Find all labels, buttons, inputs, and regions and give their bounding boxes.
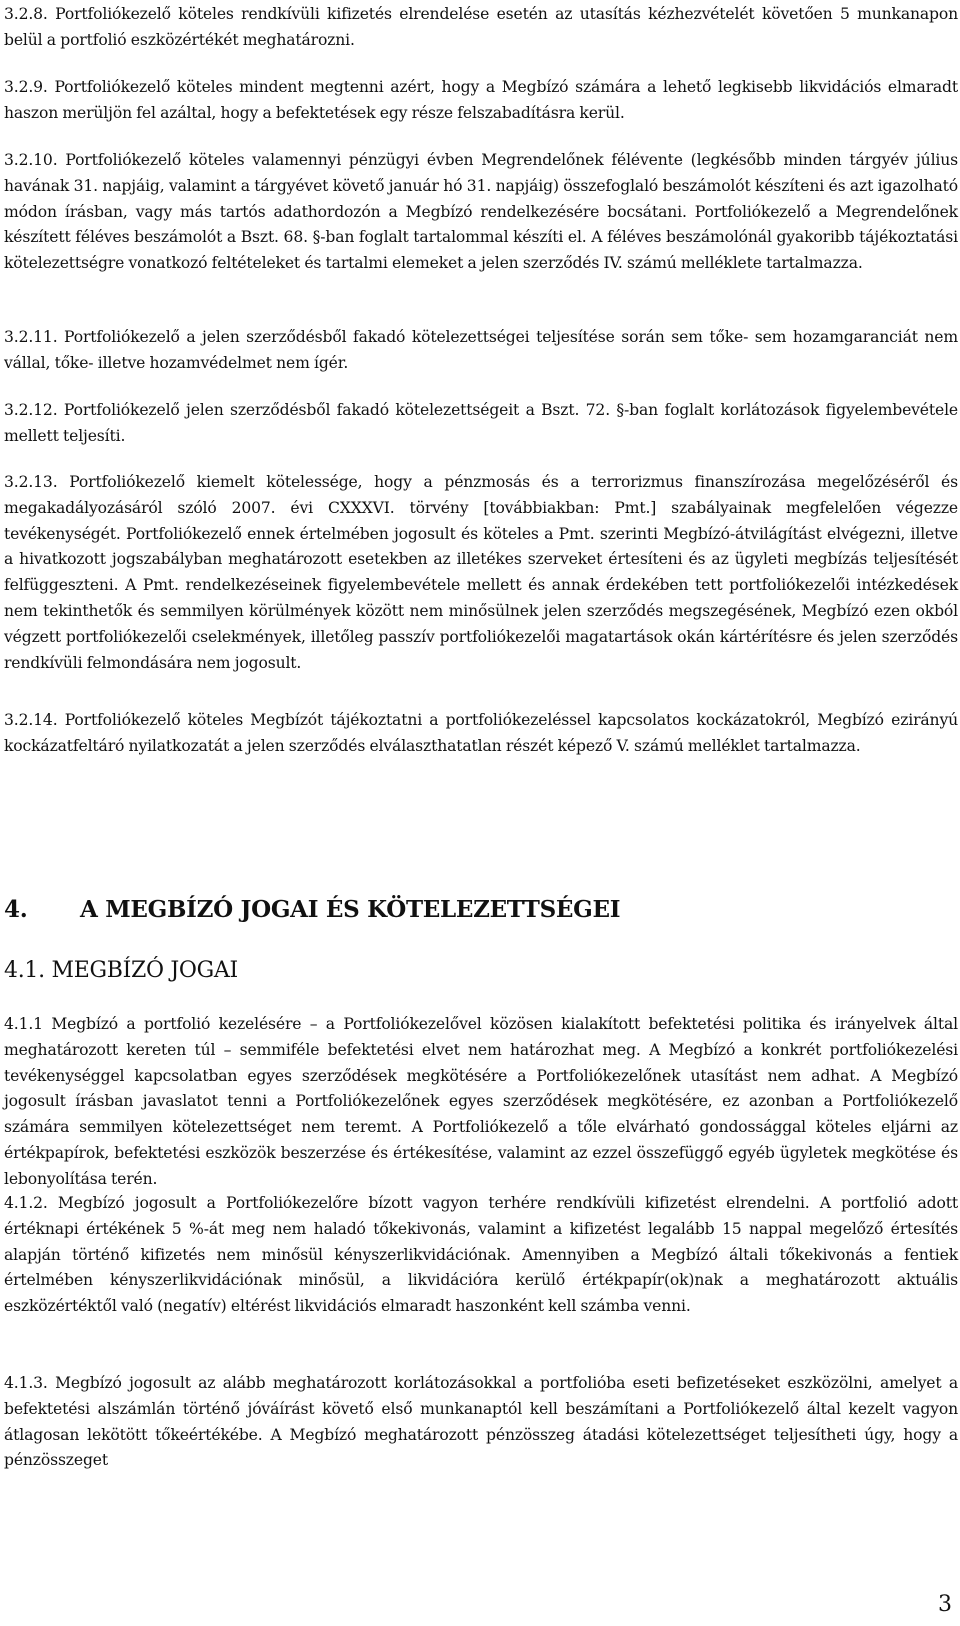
section-heading: [4, 896, 620, 923]
page-number: 3: [938, 1592, 952, 1617]
paragraph-4-1-2: 4.1.2. Megbízó jogosult a Portfoliókezelőre bízott vagyon terhére rendkívüli kifizetést elrendelni. A portfolió adott értéknapi értékének 5 %-át meg nem haladó tőkekivonás, valamint a kifizetést legalább 15 nappal megelőző értesítés alapján történő kifizetés nem minősül kényszerlikvidációnak. Amennyiben a Megbízó általi tőkekivonás a fentiek értelmében kényszerlikvidációnak minősül, a likvidációra kerülő értékpapír(ok)nak a meghatározott aktuális eszközértéktől való (negatív) eltérést likvidációs elmaradt haszonként kell számba venni.: [4, 1194, 958, 1316]
paragraph-4-1-1: 4.1.1 Megbízó a portfolió kezelésére – a Portfoliókezelővel közösen kialakított befektetési politika és irányelvek által meghatározott kereten túl – semmiféle befektetési elvet nem határozhat meg. A Megbízó a konkrét portfoliókezelési tevékenységgel kapcsolatban egyes szerződések megkötésére a Portfoliókezelőnek utasítást nem adhat. A Megbízó jogosult írásban javaslatot tenni a Portfoliókezelőnek egyes szerződések megkötésére, ez azonban a Portfoliókezelő számára semmilyen kötelezettséget nem teremt. A Portfoliókezelő a tőle elvárható gondossággal köteles eljárni az értékpapírok, befektetési eszközök beszerzése és értékesítése, valamint az ezzel összefüggő egyéb ügyletek megkötése és lebonyolítása terén.: [4, 1015, 958, 1188]
paragraph-3-2-9: 3.2.9. Portfoliókezelő köteles mindent megtenni azért, hogy a Megbízó számára a lehető legkisebb likvidációs elmaradt haszon merüljön fel azáltal, hogy a befektetések egy része felszabadításra kerül.: [4, 78, 958, 122]
paragraph-3-2-11: 3.2.11. Portfoliókezelő a jelen szerződésből fakadó kötelezettségei teljesítése során sem tőke- sem hozamgaranciát nem vállal, tőke- illetve hozamvédelmet nem ígér.: [4, 328, 958, 372]
paragraph-4-1-3: 4.1.3. Megbízó jogosult az alább meghatározott korlátozásokkal a portfolióba eseti befizetéseket eszközölni, amelyet a befektetési alszámlán történő jóváírást követő első munkanaptól kell beszámítani a Portfoliókezelő által kezelt vagyon átlagosan lekötött tőkeértékébe. A Megbízó meghatározott pénzösszeg átadási kötelezettséget teljesítheti úgy, hogy a pénzösszeget: [4, 1374, 958, 1470]
paragraph-3-2-8: 3.2.8. Portfoliókezelő köteles rendkívüli kifizetés elrendelése esetén az utasítás kézhezvételét követően 5 munkanapon belül a portfolió eszközértékét meghatározni.: [4, 5, 958, 49]
paragraph-3-2-12: 3.2.12. Portfoliókezelő jelen szerződésből fakadó kötelezettségeit a Bszt. 72. §-ban foglalt korlátozások figyelembevétele mellett teljesíti.: [4, 401, 958, 445]
section-title: A MEGBÍZÓ JOGAI ÉS KÖTELEZETTSÉGEI: [80, 896, 621, 923]
paragraph-3-2-14: 3.2.14. Portfoliókezelő köteles Megbízót tájékoztatni a portfoliókezeléssel kapcsolatos kockázatokról, Megbízó ezirányú kockázatfeltáró nyilatkozatát a jelen szerződés elválaszthatatlan részét képező V. számú melléklet tartalmazza.: [4, 711, 958, 755]
paragraph-3-2-13: 3.2.13. Portfoliókezelő kiemelt kötelessége, hogy a pénzmosás és a terrorizmus finanszírozása megelőzéséről és megakadályozásáról szóló 2007. évi CXXXVI. törvény [továbbiakban: Pmt.] szabályainak megfelelően végezze tevékenységét. Portfoliókezelő ennek értelmében jogosult és köteles a Pmt. szerinti Megbízó-átvilágítást elvégezni, illetve a hivatkozott jogszabályban meghatározott esetekben az illetékes szerveket értesíteni és az ügyleti megbízás teljesítését felfüggeszteni. A Pmt. rendelkezéseinek figyelembevétele mellett és annak érdekében tett portfoliókezelői intézkedések nem tekinthetők és semmilyen körülmények között nem minősülnek jelen szerződés megszegésének, Megbízó ezen okból végzett portfoliókezelői cselekmények, illetőleg passzív portfoliókezelői magatartások okán kártérítésre és jelen szerződés rendkívüli felmondására nem jogosult.: [4, 473, 958, 672]
subsection-heading: 4.1. MEGBÍZÓ JOGAI: [4, 958, 238, 983]
section-number: 4.: [4, 896, 28, 923]
paragraph-3-2-10: 3.2.10. Portfoliókezelő köteles valamennyi pénzügyi évben Megrendelőnek félévente (legkésőbb minden tárgyév július havának 31. napjáig, valamint a tárgyévet követő január hó 31. napjáig) összefoglaló beszámolót készíteni és azt igazolható módon írásban, vagy más tartós adathordozón a Megbízó rendelkezésére bocsátani. Portfoliókezelő a Megrendelőnek készített féléves beszámolót a Bszt. 68. §-ban foglalt tartalommal készíti el. A féléves beszámolónál gyakoribb tájékoztatási kötelezettségre vonatkozó feltételeket és tartalmi elemeket a jelen szerződés IV. számú melléklete tartalmazza.: [4, 151, 958, 273]
